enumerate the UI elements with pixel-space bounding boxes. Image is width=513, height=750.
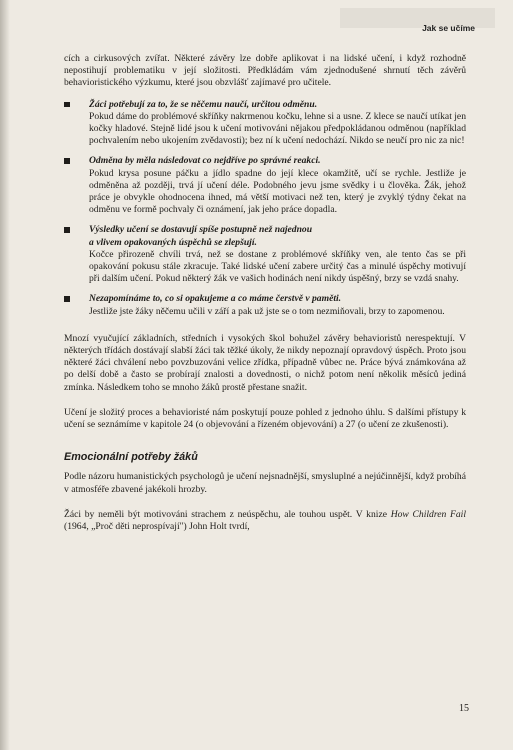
list-item [64, 224, 466, 285]
motivation-text-end: (1964, „Proč děti neprospívají") John Holt tvrdí, [64, 521, 250, 533]
section-heading: Emocionální potřeby žáků [64, 451, 198, 464]
intro-paragraph: cích a cirkusových zvířat. Některé závěry lze dobře aplikovat i na lidské učení, i když rozhodně nepostihují problematiku v její složitosti. Předkládám vám zjednodušené shrnutí těch závěrů behavioristického výzkumu, které jsou obzvlášť zajímavé pro učitele. [64, 53, 466, 89]
motivation-paragraph [64, 509, 466, 533]
square-bullet-icon [64, 296, 70, 302]
humanist-paragraph: Podle názoru humanistických psychologů je učení nejsnadnější, smysluplné a nejúčinnější, když probíhá v atmosféře zbavené jakékoli hrozby. [64, 471, 466, 495]
square-bullet-icon [64, 102, 70, 108]
book-title: How Children Fail [390, 508, 466, 520]
square-bullet-icon [64, 158, 70, 164]
bullet-body: Pokud dáme do problémové skříňky nakrmenou kočku, lehne si a usne. Z klece se naučí utíkat jen kočky hladové. Stejně lidé jsou k učení motivováni nějakou předpokládanou odměnou (například pochvalením nebo ukojením zvědavosti); bez ní k učení nedochází. Nikdo se neučí pro nic za nic! [89, 110, 466, 147]
page-number: 15 [459, 703, 469, 714]
behaviorism-critique-paragraph: Mnozí vyučující základních, středních i vysokých škol bohužel závěry behavioristů nerespektují. V některých třídách dostávají slabší žáci tak těžké úkoly, že nikdy nepoznají opravdový úspěch. Proto jsou některé žáci chválení nebo povzbuzováni velice zřídka, případně vůbec ne. Práce bývá známkována až po delší době a často se probírají znalosti a dovednosti, o nichž potom není několik měsíců jediná zmínka. Následkem toho se mnoho žáků prostě přestane snažit. [64, 332, 466, 393]
motivation-text-start: Žáci by neměli být motivováni strachem z neúspěchu, ale touhou uspět. V knize [64, 508, 391, 520]
bullet-body: Jestliže jste žáky něčemu učili v září a pak už jste se o tom nezmiňovali, brzy to zapomenou. [89, 305, 445, 317]
list-item [64, 99, 466, 148]
bullet-body: Pokud krysa posune páčku a jídlo spadne do její klece okamžitě, učí se rychle. Jestliže je odměněna až později, trvá jí učení déle. Podobného jevu jsme svědky i u člověka. Žák, jehož práce je obvykle ohodnocena ihned, má větší motivaci než ten, který je zvyklý týdny čekat na odměnu ve formě pochvaly či oznámení, jak jeho práce dopadla. [89, 167, 466, 216]
bullet-title-continued: a vlivem opakovaných úspěchů se zlepšují. [89, 236, 257, 248]
bullet-title: Výsledky učení se dostavují spíše postupně než najednou [89, 224, 313, 236]
bullet-title: Odměna by měla následovat co nejdříve po správné reakci. [89, 155, 321, 167]
page-content [64, 53, 466, 533]
bullet-title: Žáci potřebují za to, že se něčemu naučí, určitou odměnu. [89, 98, 318, 110]
principles-list [64, 99, 466, 318]
square-bullet-icon [64, 227, 70, 233]
bullet-body: Kočce přirozeně chvíli trvá, než se dostane z problémové skříňky ven, ale tento čas se při opakování pokusu stále zkracuje. Také lidské učení zabere určitý čas a minulé úspěchy motivují při dalším učení. Pokud některý žák ve vašich hodinách není nikdy úspěšný, brzy se vzdá snahy. [89, 248, 466, 285]
binding-shadow [0, 0, 10, 750]
bullet-title: Nezapomínáme to, co si opakujeme a co máme čerstvě v paměti. [89, 293, 342, 305]
running-head: Jak se učíme [422, 23, 475, 33]
list-item [64, 293, 466, 317]
learning-complexity-paragraph: Učení je složitý proces a behavioristé nám poskytují pouze pohled z jednoho úhlu. S dalšími přístupy k učení se seznámíme v kapitole 24 (o objevování a řízeném objevování) a 27 (o učení ze zkušenosti). [64, 406, 466, 431]
list-item [64, 155, 466, 216]
